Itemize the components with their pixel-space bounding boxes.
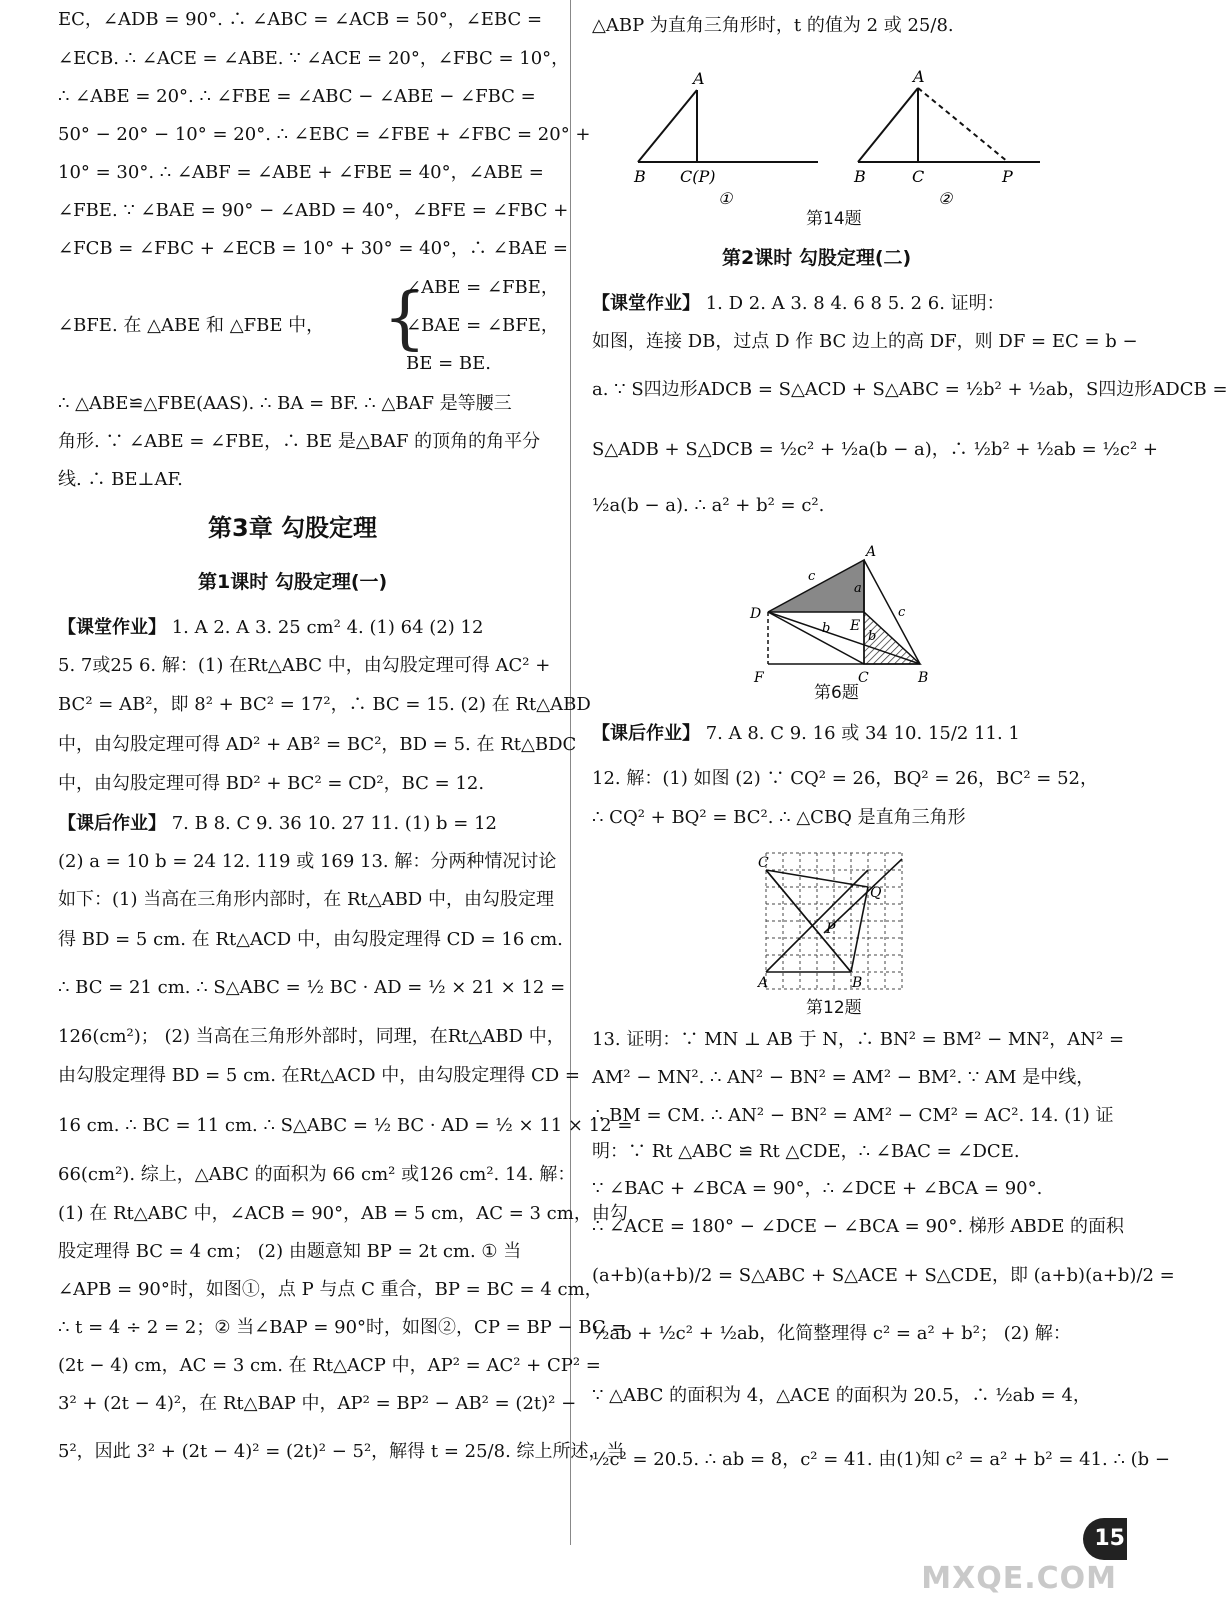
text-line: 126(cm²)； (2) 当高在三角形外部时，同理，在Rt△ABD 中， bbox=[58, 1026, 565, 1047]
figure-caption: 第14题 bbox=[806, 209, 862, 229]
text-line: (2t − 4) cm，AC = 3 cm. 在 Rt△ACP 中，AP² = AC² + CP² = bbox=[58, 1355, 601, 1376]
text-line: a. ∵ S四边形ADCB = S△ACD + S△ABC = ½b² + ½ab，S四边形ADCB = bbox=[592, 379, 1228, 400]
text-line: AM² − MN². ∴ AN² − BN² = AM² − BM². ∵ AM 是中线， bbox=[592, 1067, 1095, 1088]
text-line: S△ADB + S△DCB = ½c² + ½a(b − a)，∴ ½b² + ½ab = ½c² + bbox=[592, 439, 1158, 460]
fig14-label: ① bbox=[718, 189, 733, 208]
line-text: 7. B 8. C 9. 36 10. 27 11. (1) b = 12 bbox=[166, 813, 497, 834]
fig12-label: Q bbox=[870, 885, 882, 901]
text-line: ∵ ∠BAC + ∠BCA = 90°，∴ ∠DCE + ∠BCA = 90°. bbox=[592, 1178, 1043, 1199]
text-line: (2) a = 10 b = 24 12. 119 或 169 13. 解：分两种情况讨论 bbox=[58, 851, 557, 872]
text-line: 如下：(1) 当高在三角形内部时，在 Rt△ABD 中，由勾股定理 bbox=[58, 889, 554, 910]
text-line bbox=[592, 722, 1020, 746]
text-line: 中，由勾股定理可得 AD² + AB² = BC²，BD = 5. 在 Rt△BDC bbox=[58, 734, 577, 755]
figure-caption: 第6题 bbox=[814, 683, 859, 703]
fig6-shaded-triangle bbox=[768, 560, 864, 612]
text-line: 由勾股定理得 BD = 5 cm. 在Rt△ACD 中，由勾股定理得 CD = bbox=[58, 1065, 580, 1086]
fig14-label: ② bbox=[938, 189, 953, 208]
system-lead: ∠BFE. 在 △ABE 和 △FBE 中， bbox=[58, 315, 325, 336]
text-line: 如图，连接 DB，过点 D 作 BC 边上的高 DF，则 DF = EC = b − bbox=[592, 331, 1138, 352]
text-line: 66(cm²). 综上，△ABC 的面积为 66 cm² 或126 cm². 14. 解： bbox=[58, 1164, 576, 1185]
fig14-label: C bbox=[912, 167, 925, 186]
fig14-label: A bbox=[693, 69, 705, 88]
fig12-label: C bbox=[758, 855, 769, 871]
text-line: ∴ △ABE≌△FBE(AAS). ∴ BA = BF. ∴ △BAF 是等腰三 bbox=[58, 393, 512, 414]
text-line: 3² + (2t − 4)²，在 Rt△BAP 中，AP² = BP² − AB² = (2t)² − bbox=[58, 1393, 577, 1414]
text-line: ½a(b − a). ∴ a² + b² = c². bbox=[592, 495, 825, 516]
text-line: 中，由勾股定理可得 BD² + BC² = CD²，BC = 12. bbox=[58, 773, 485, 794]
fig6-label: c bbox=[898, 605, 906, 620]
text-line: 明：∵ Rt △ABC ≌ Rt △CDE，∴ ∠BAC = ∠DCE. bbox=[592, 1141, 1020, 1162]
text-line: 5²，因此 3² + (2t − 4)² = (2t)² − 5²，解得 t = 25/8. 综上所述，当 bbox=[58, 1441, 625, 1462]
column-divider bbox=[570, 0, 571, 1545]
fig6-label: D bbox=[750, 606, 762, 622]
text-line bbox=[58, 616, 483, 640]
text-line: ∠ECB. ∴ ∠ACE = ∠ABE. ∵ ∠ACE = 20°，∠FBC = 10°， bbox=[58, 48, 570, 69]
system-row: BE = BE. bbox=[406, 353, 491, 374]
text-line: ∴ ∠ACE = 180° − ∠DCE − ∠BCA = 90°. 梯形 ABDE 的面积 bbox=[592, 1216, 1125, 1237]
lesson-title: 第2课时 勾股定理(二) bbox=[722, 247, 912, 269]
fig6-label: b bbox=[822, 621, 831, 636]
text-line: 得 BD = 5 cm. 在 Rt△ACD 中，由勾股定理得 CD = 16 cm. bbox=[58, 929, 563, 950]
text-line bbox=[592, 292, 1005, 316]
fig6-label: a bbox=[854, 581, 862, 596]
text-line: 股定理得 BC = 4 cm； (2) 由题意知 BP = 2t cm. ① 当 bbox=[58, 1241, 522, 1262]
fig14-label: P bbox=[1002, 167, 1013, 186]
text-line: 角形. ∵ ∠ABE = ∠FBE，∴ BE 是△BAF 的顶角的角平分 bbox=[58, 431, 541, 452]
text-line: ∠FCB = ∠FBC + ∠ECB = 10° + 30° = 40°，∴ ∠BAE = bbox=[58, 238, 569, 259]
fig14-label: A bbox=[913, 67, 925, 86]
page-number: 15 bbox=[1083, 1518, 1127, 1560]
fig6-label: A bbox=[866, 544, 877, 560]
fig6-label: E bbox=[850, 618, 861, 634]
figure-12 bbox=[758, 845, 918, 997]
figure-caption: 第12题 bbox=[806, 998, 862, 1018]
fig14-side-ab-1 bbox=[638, 90, 697, 162]
figure-14 bbox=[622, 62, 1082, 212]
text-line: 16 cm. ∴ BC = 11 cm. ∴ S△ABC = ½ BC · AD = ½ × 11 × 12 = bbox=[58, 1115, 633, 1136]
fig12-label: B bbox=[852, 975, 863, 991]
text-line: 10° = 30°. ∴ ∠ABF = ∠ABE + ∠FBE = 40°，∠ABE = bbox=[58, 162, 544, 183]
text-line: △ABP 为直角三角形时，t 的值为 2 或 25/8. bbox=[592, 15, 954, 36]
text-line: ∠APB = 90°时，如图①，点 P 与点 C 重合，BP = BC = 4 cm， bbox=[58, 1279, 603, 1300]
chapter-title: 第3章 勾股定理 bbox=[208, 514, 378, 542]
line-text: 1. A 2. A 3. 25 cm² 4. (1) 64 (2) 12 bbox=[166, 617, 484, 638]
text-line bbox=[58, 812, 497, 836]
text-line: (1) 在 Rt△ABC 中，∠ACB = 90°，AB = 5 cm，AC = 3 cm，由勾 bbox=[58, 1203, 628, 1224]
fig14-label: C(P) bbox=[680, 167, 716, 186]
brace-symbol: { bbox=[383, 279, 427, 358]
text-line: 13. 证明：∵ MN ⊥ AB 于 N，∴ BN² = BM² − MN²，AN² = bbox=[592, 1029, 1125, 1050]
line-text: 7. A 8. C 9. 16 或 34 10. 15/2 11. 1 bbox=[700, 723, 1020, 744]
text-line: 50° − 20° − 10° = 20°. ∴ ∠EBC = ∠FBE + ∠FBC = 20° + bbox=[58, 124, 591, 145]
text-line: (a+b)(a+b)/2 = S△ABC + S△ACE + S△CDE，即 (a+b)(a+b)/2 = bbox=[592, 1265, 1175, 1286]
section-label: 【课后作业】 bbox=[58, 813, 166, 834]
text-line: ∵ △ABC 的面积为 4，△ACE 的面积为 20.5，∴ ½ab = 4， bbox=[592, 1385, 1091, 1406]
line-text: 1. D 2. A 3. 8 4. 6 8 5. 2 6. 证明： bbox=[700, 293, 1005, 314]
figure-6 bbox=[742, 540, 942, 690]
text-line: ∴ t = 4 ÷ 2 = 2；② 当∠BAP = 90°时，如图②，CP = BP − BC = bbox=[58, 1317, 627, 1338]
text-line: 12. 解：(1) 如图 (2) ∵ CQ² = 26，BQ² = 26，BC² = 52， bbox=[592, 768, 1099, 789]
text-line: EC，∠ADB = 90°. ∴ ∠ABC = ∠ACB = 50°，∠EBC = bbox=[58, 9, 543, 30]
text-line: ∴ BC = 21 cm. ∴ S△ABC = ½ BC · AD = ½ × 21 × 12 = bbox=[58, 977, 566, 998]
text-line: ½ab + ½c² + ½ab，化简整理得 c² = a² + b²； (2) 解： bbox=[592, 1323, 1071, 1344]
section-label: 【课堂作业】 bbox=[592, 293, 700, 314]
text-line: 线. ∴ BE⊥AF. bbox=[58, 469, 183, 490]
system-row: ∠BAE = ∠BFE， bbox=[406, 315, 559, 336]
text-line: BC² = AB²，即 8² + BC² = 17²，∴ BC = 15. (2) 在 Rt△ABD bbox=[58, 694, 591, 715]
text-line: ½c² = 20.5. ∴ ab = 8，c² = 41. 由(1)知 c² = a² + b² = 41. ∴ (b − bbox=[592, 1449, 1171, 1470]
fig6-label: c bbox=[808, 569, 816, 584]
fig14-label: B bbox=[634, 167, 646, 186]
fig12-label: P bbox=[826, 921, 836, 937]
fig6-label: C bbox=[858, 670, 869, 686]
fig12-label: A bbox=[758, 975, 769, 991]
watermark: MXQE.COM bbox=[921, 1561, 1117, 1596]
fig14-side-ap-2 bbox=[918, 88, 1008, 162]
system-row: ∠ABE = ∠FBE， bbox=[406, 277, 559, 298]
lesson-title: 第1课时 勾股定理(一) bbox=[198, 571, 388, 593]
fig6-label: B bbox=[918, 670, 929, 686]
text-line: ∴ ∠ABE = 20°. ∴ ∠FBE = ∠ABC − ∠ABE − ∠FBC = bbox=[58, 86, 536, 107]
text-line: ∠FBE. ∵ ∠BAE = 90° − ∠ABD = 40°，∠BFE = ∠FBC + bbox=[58, 200, 569, 221]
fig14-label: B bbox=[854, 167, 866, 186]
section-label: 【课堂作业】 bbox=[58, 617, 166, 638]
section-label: 【课后作业】 bbox=[592, 723, 700, 744]
text-line: 5. 7或25 6. 解：(1) 在Rt△ABC 中，由勾股定理可得 AC² + bbox=[58, 655, 551, 676]
fig6-label: b bbox=[868, 629, 877, 644]
text-line: ∴ BM = CM. ∴ AN² − BN² = AM² − CM² = AC². 14. (1) 证 bbox=[592, 1105, 1114, 1126]
fig6-label: F bbox=[754, 670, 764, 686]
text-line: ∴ CQ² + BQ² = BC². ∴ △CBQ 是直角三角形 bbox=[592, 807, 966, 828]
fig14-side-ab-2 bbox=[858, 88, 918, 162]
